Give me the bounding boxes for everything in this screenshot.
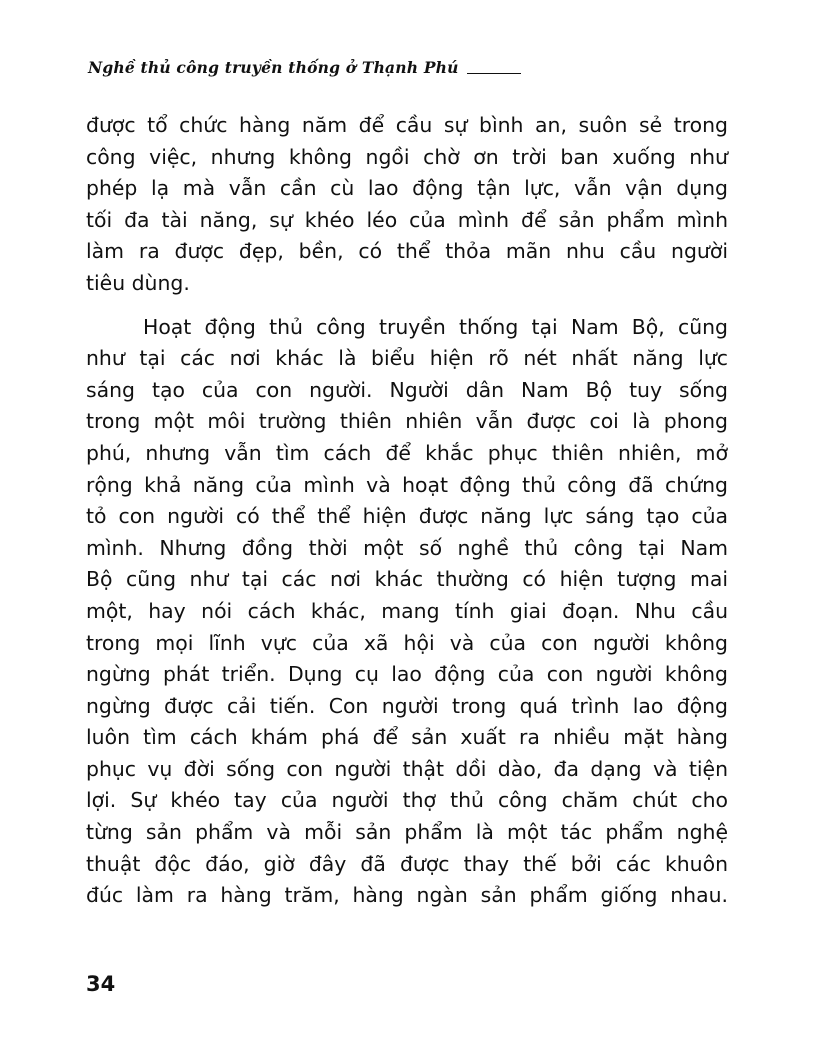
text-line: đúc làm ra hàng trăm, hàng ngàn sản phẩm giống nhau. [86,883,728,908]
text-line: trong mọi lĩnh vực của xã hội và của con người không [86,630,728,655]
text-line: trong một môi trường thiên nhiên vẫn được coi là phong [86,409,728,434]
text-line: như tại các nơi khác là biểu hiện rõ nét nhất năng lực [86,346,728,371]
running-header [88,58,521,77]
paragraph-gap [86,300,728,312]
paragraph-2 [86,312,728,912]
text-line: Hoạt động thủ công truyền thống tại Nam Bộ, cũng [143,314,728,339]
text-line: rộng khả năng của mình và hoạt động thủ công đã chứng [86,472,728,497]
text-line: tối đa tài năng, sự khéo léo của mình để sản phẩm mình [86,207,728,232]
text-line: tỏ con người có thể thể hiện được năng lực sáng tạo của [86,504,728,529]
text-line: làm ra được đẹp, bền, có thể thỏa mãn nhu cầu người [86,239,728,264]
text-line: từng sản phẩm và mỗi sản phẩm là một tác phẩm nghệ [86,820,728,845]
text-line: mình. Nhưng đồng thời một số nghề thủ công tại Nam [86,535,728,560]
text-line: sáng tạo của con người. Người dân Nam Bộ tuy sống [86,377,728,402]
body-text [86,110,728,912]
text-line: một, hay nói cách khác, mang tính giai đoạn. Nhu cầu [86,598,728,623]
header-rule [467,73,521,74]
page-number: 34 [86,972,116,996]
text-line: được tổ chức hàng năm để cầu sự bình an, suôn sẻ trong [86,113,728,137]
text-line: công việc, nhưng không ngồi chờ ơn trời ban xuống như [86,144,728,169]
text-line: ngừng được cải tiến. Con người trong quá trình lao động [86,693,728,718]
paragraph-1 [86,110,728,300]
running-title: Nghề thủ công truyền thống ở Thạnh Phú [88,58,459,77]
text-line: phú, nhưng vẫn tìm cách để khắc phục thiên nhiên, mở [86,440,728,465]
text-line: thuật độc đáo, giờ đây đã được thay thế bởi các khuôn [86,851,728,876]
text-line: tiêu dùng. [86,270,190,295]
text-line: luôn tìm cách khám phá để sản xuất ra nhiều mặt hàng [86,725,728,750]
text-line: Bộ cũng như tại các nơi khác thường có hiện tượng mai [86,567,728,592]
text-line: phép lạ mà vẫn cần cù lao động tận lực, vẫn vận dụng [86,176,728,201]
text-line: ngừng phát triển. Dụng cụ lao động của con người không [86,662,728,687]
text-line: phục vụ đời sống con người thật dồi dào, đa dạng và tiện [86,756,728,781]
text-line: lợi. Sự khéo tay của người thợ thủ công chăm chút cho [86,788,728,813]
